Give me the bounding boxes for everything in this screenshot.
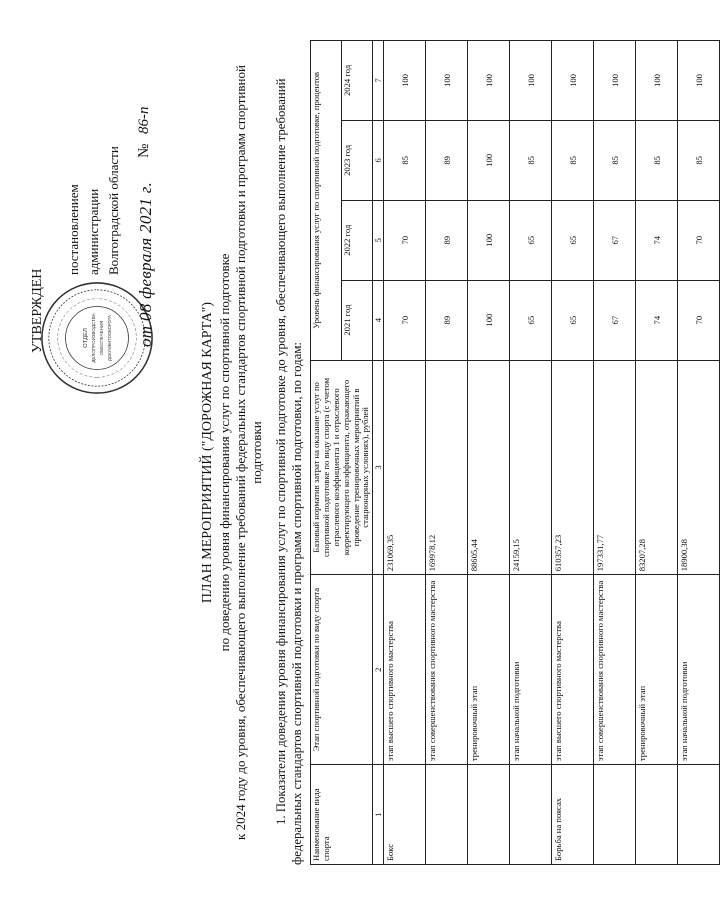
seal-inner-text: ОТДЕЛ <box>83 328 90 348</box>
approval-date <box>136 182 156 347</box>
table-row <box>384 41 426 865</box>
cell-year-2021: 65 <box>552 280 594 360</box>
column-index: 3 <box>373 360 384 575</box>
cell-year-2021: 89 <box>426 280 468 360</box>
column-index: 1 <box>373 765 384 865</box>
cell-year-2022: 65 <box>552 200 594 280</box>
cell-norm: 83207,28 <box>636 360 678 575</box>
header-year-2022: 2022 год <box>342 200 373 280</box>
cell-year-2022: 67 <box>594 200 636 280</box>
cell-year-2022: 70 <box>384 200 426 280</box>
column-index-row <box>373 41 384 865</box>
header-norm: Базовый норматив затрат на оказание услуг по спортивной подготовке по виду спорта (с учетом отраслевого коэффициента 1 и отраслевого корректирующего коэффициента, отражающего проведение тренировочных мероприятий в стационарных условиях), рублей <box>311 360 373 575</box>
cell-year-2021: 65 <box>510 280 552 360</box>
table-row <box>594 41 636 865</box>
table-row <box>636 41 678 865</box>
document-subtitle-1: по доведению уровня финансирования услуг по спортивной подготовке <box>217 253 232 652</box>
cell-year-2023: 85 <box>384 120 426 200</box>
cell-stage: тренировочный этап <box>636 575 678 765</box>
cell-year-2024: 100 <box>384 41 426 121</box>
number-prefix: № <box>136 143 152 158</box>
cell-stage: этап начальной подготовки <box>510 575 552 765</box>
cell-norm: 18900,38 <box>678 360 720 575</box>
column-index: 4 <box>373 280 384 360</box>
approval-line-1: постановлением <box>66 184 81 275</box>
cell-norm: 169978,12 <box>426 360 468 575</box>
table-row <box>468 41 510 865</box>
cell-year-2023: 85 <box>552 120 594 200</box>
table-body <box>384 41 720 865</box>
table-row <box>510 41 552 865</box>
cell-sport <box>426 765 468 865</box>
cell-year-2021: 70 <box>384 280 426 360</box>
cell-stage: этап начальной подготовки <box>678 575 720 765</box>
cell-stage: этап высшего спортивного мастерства <box>384 575 426 765</box>
cell-stage: этап совершенствования спортивного мастерства <box>426 575 468 765</box>
column-index: 2 <box>373 575 384 765</box>
document-subtitle-3: подготовки <box>249 421 264 484</box>
cell-year-2024: 100 <box>678 41 720 121</box>
cell-year-2024: 100 <box>636 41 678 121</box>
seal-inner-text: ДЕЛОПРОИЗВОДСТВА <box>91 313 97 363</box>
approval-line-3: Волгоградской области <box>106 146 121 275</box>
table-header-row <box>311 41 342 865</box>
column-index: 7 <box>373 41 384 121</box>
cell-sport <box>468 765 510 865</box>
header-year-2023: 2023 год <box>342 120 373 200</box>
column-index: 5 <box>373 200 384 280</box>
seal-inner-text: ДОКУМЕНТООБОРОТА <box>106 315 112 361</box>
header-stage: Этап спортивной подготовки по виду спорта <box>311 575 373 765</box>
cell-year-2024: 100 <box>426 41 468 121</box>
document-title: ПЛАН МЕРОПРИЯТИЙ ("ДОРОЖНАЯ КАРТА") <box>200 301 215 604</box>
cell-sport <box>636 765 678 865</box>
table-row <box>678 41 720 865</box>
approval-number <box>136 106 153 158</box>
cell-year-2023: 85 <box>510 120 552 200</box>
financing-levels-table <box>310 40 720 865</box>
seal-inner-text: ОБЕСПЕЧЕНИЯ <box>98 320 104 356</box>
number-value: 86-п <box>136 106 152 134</box>
cell-norm: 24159,15 <box>510 360 552 575</box>
cell-year-2022: 74 <box>636 200 678 280</box>
cell-norm: 197331,77 <box>594 360 636 575</box>
cell-stage: тренировочный этап <box>468 575 510 765</box>
document-subtitle-2: к 2024 году до уровня, обеспечивающего выполнение требований федеральных стандартов спортивной подготовки и программ спортивной <box>233 65 248 840</box>
cell-year-2023: 85 <box>594 120 636 200</box>
section-heading-line-2: федеральных стандартов спортивной подготовки и программ спортивной подготовки, по годам: <box>290 342 304 865</box>
date-prefix: от <box>136 325 155 347</box>
column-index: 6 <box>373 120 384 200</box>
header-sport: Наименование вида спорта <box>311 765 373 865</box>
cell-year-2022: 89 <box>426 200 468 280</box>
cell-year-2022: 100 <box>468 200 510 280</box>
cell-year-2024: 100 <box>468 41 510 121</box>
cell-sport <box>594 765 636 865</box>
cell-sport: Борьба на поясах <box>552 765 594 865</box>
header-level: Уровень финансирования услуг по спортивной подготовке, процентов <box>311 41 342 361</box>
cell-year-2023: 85 <box>636 120 678 200</box>
header-year-2024: 2024 год <box>342 41 373 121</box>
cell-year-2021: 74 <box>636 280 678 360</box>
table-row <box>552 41 594 865</box>
date-value: 08 февраля 2021 г. <box>136 181 155 322</box>
cell-stage: этап совершенствования спортивного мастерства <box>594 575 636 765</box>
cell-year-2023: 85 <box>678 120 720 200</box>
approval-line-2: администрации <box>86 188 101 275</box>
table-row <box>426 41 468 865</box>
cell-norm: 231069,35 <box>384 360 426 575</box>
cell-year-2024: 100 <box>552 41 594 121</box>
cell-year-2024: 100 <box>510 41 552 121</box>
cell-year-2022: 65 <box>510 200 552 280</box>
cell-norm: 88605,44 <box>468 360 510 575</box>
cell-year-2023: 100 <box>468 120 510 200</box>
section-heading-line-1: 1. Показатели доведения уровня финансирования услуг по спортивной подготовке до уровня, обеспечивающего выполнение требований <box>274 78 288 825</box>
cell-year-2021: 70 <box>678 280 720 360</box>
cell-sport: Бокс <box>384 765 426 865</box>
approval-title: УТВЕРЖДЕН <box>30 268 45 353</box>
cell-year-2021: 100 <box>468 280 510 360</box>
cell-stage: этап высшего спортивного мастерства <box>552 575 594 765</box>
cell-year-2022: 70 <box>678 200 720 280</box>
cell-norm: 610357,23 <box>552 360 594 575</box>
header-year-2021: 2021 год <box>342 280 373 360</box>
cell-year-2021: 67 <box>594 280 636 360</box>
approval-block <box>28 33 168 393</box>
cell-year-2023: 89 <box>426 120 468 200</box>
cell-year-2024: 100 <box>594 41 636 121</box>
cell-sport <box>678 765 720 865</box>
cell-sport <box>510 765 552 865</box>
